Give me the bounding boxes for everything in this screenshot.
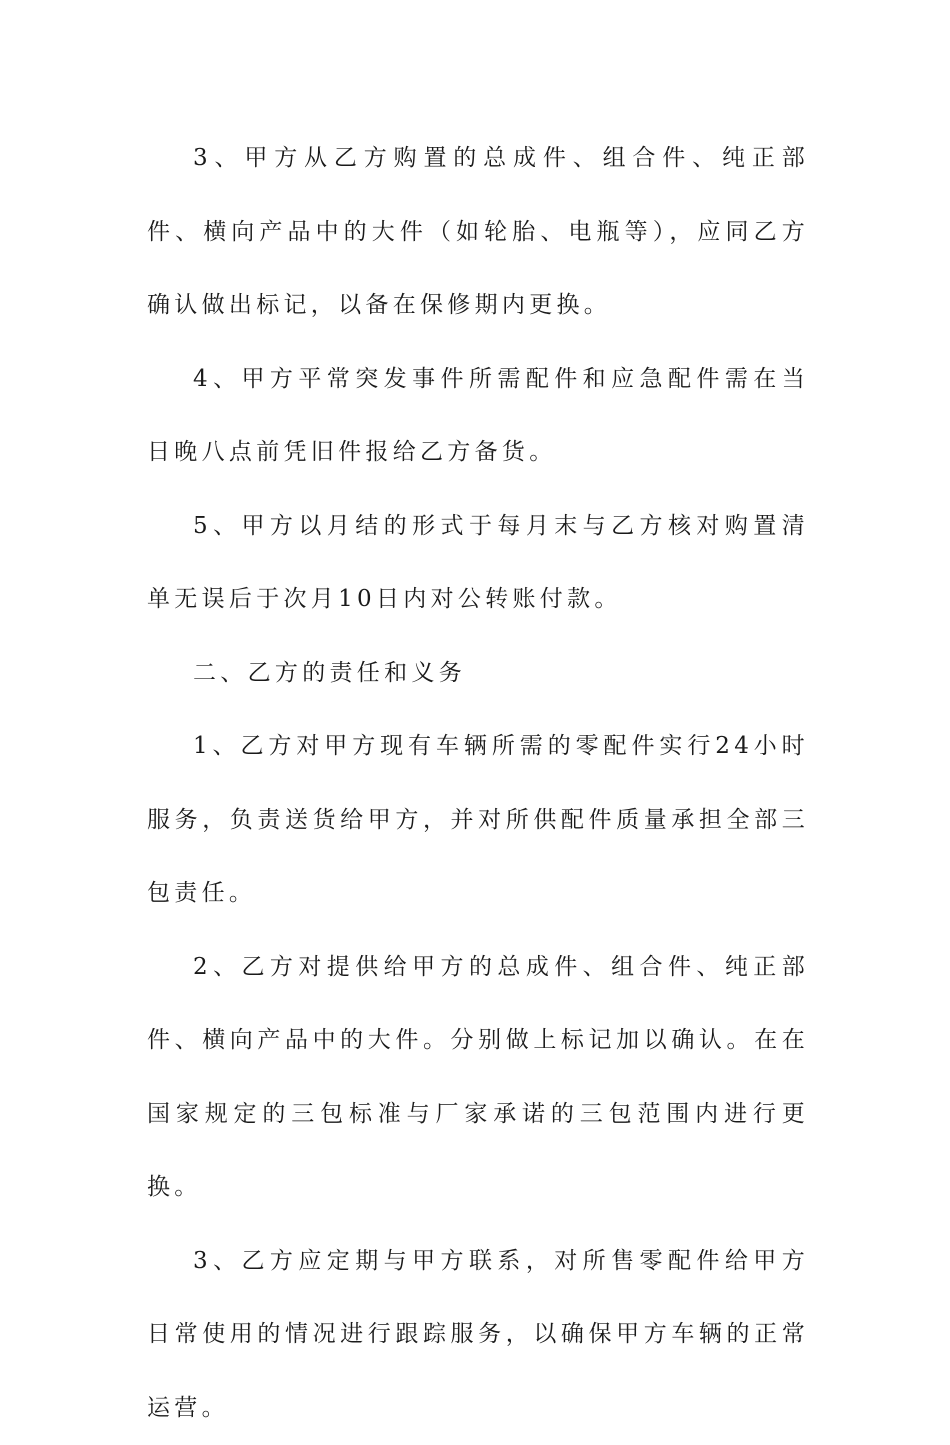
document-body [147,122,809,1445]
paragraph-b-item-3-follow-up: 3、乙方应定期与甲方联系，对所售零配件给甲方日常使用的情况进行跟踪服务，以确保甲方车辆的正常运营。 [147,1225,809,1445]
paragraph-item-5-monthly-payment: 5、甲方以月结的形式于每月末与乙方核对购置清单无误后于次月10日内对公转账付款。 [147,490,809,637]
paragraph-item-4-emergency-parts: 4、甲方平常突发事件所需配件和应急配件需在当日晚八点前凭旧件报给乙方备货。 [147,343,809,490]
paragraph-b-item-1-service: 1、乙方对甲方现有车辆所需的零配件实行24小时服务，负责送货给甲方，并对所供配件质量承担全部三包责任。 [147,710,809,931]
paragraph-item-3-purchase-marking: 3、甲方从乙方购置的总成件、组合件、纯正部件、横向产品中的大件（如轮胎、电瓶等），应同乙方确认做出标记，以备在保修期内更换。 [147,122,809,343]
paragraph-b-item-2-marking: 2、乙方对提供给甲方的总成件、组合件、纯正部件、横向产品中的大件。分别做上标记加以确认。在在国家规定的三包标准与厂家承诺的三包范围内进行更换。 [147,931,809,1225]
section-heading-party-b-duties: 二、乙方的责任和义务 [147,637,809,711]
